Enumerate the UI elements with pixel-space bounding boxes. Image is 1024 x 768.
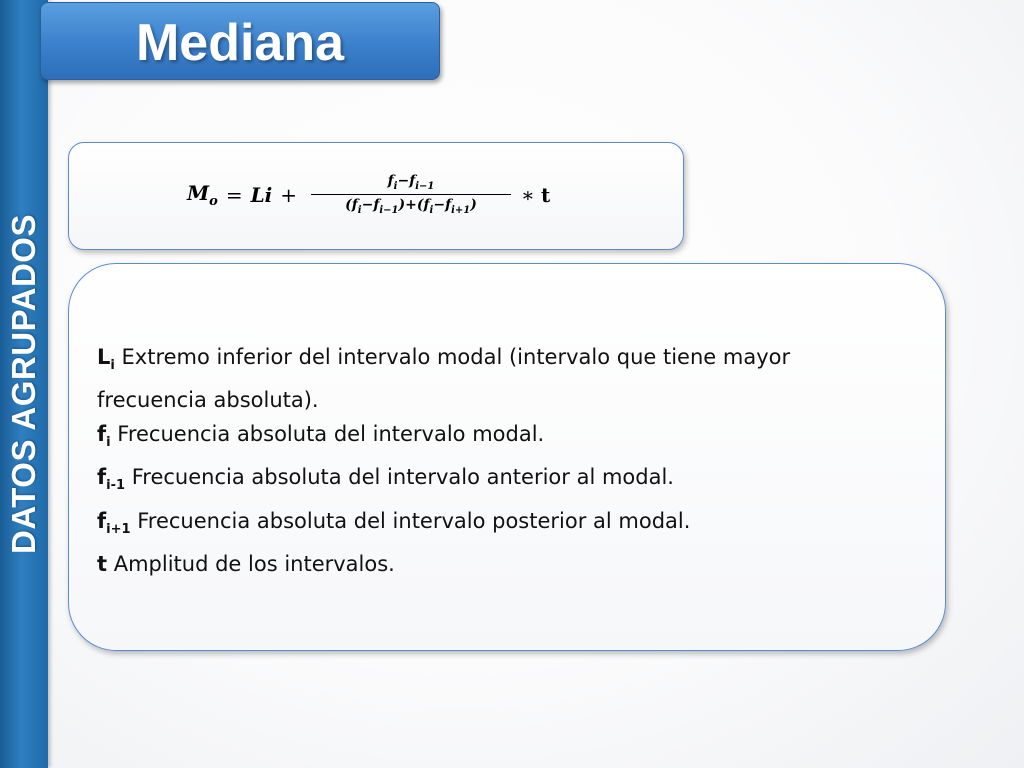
definition-t (97, 547, 897, 590)
definition-text: Frecuencia absoluta del intervalo anterior al modal. (125, 465, 674, 490)
definition-li (97, 340, 897, 417)
definitions-list (97, 340, 897, 590)
formula-plus: + (280, 182, 298, 207)
definitions-box (68, 263, 946, 651)
formula-li: Li (250, 182, 273, 207)
left-sidebar-bar (0, 0, 48, 768)
formula-equals: = (225, 182, 243, 207)
mode-formula (187, 173, 550, 216)
formula-fraction (311, 173, 511, 216)
definition-text: Frecuencia absoluta del intervalo posterior al modal. (130, 508, 691, 533)
title-banner (40, 2, 440, 80)
symbol-fi: $f_i$ (97, 422, 111, 451)
symbol-t: t (97, 551, 108, 576)
definition-fi (97, 417, 897, 460)
symbol-fi-minus-1: $f_{i-1}$ (97, 465, 126, 494)
definition-fi-plus-1 (97, 504, 897, 547)
symbol-fi-plus-1: $f_{i+1}$ (97, 508, 131, 537)
formula-numerator: $f_i-f_{i-1}$ (387, 173, 435, 192)
symbol-li: $L_i$ (97, 345, 115, 374)
formula-tail: ∗ t (521, 182, 551, 207)
formula-denominator: $(f_i-f_{i-1})+(f_i-f_{i+1})$ (345, 197, 477, 217)
slide-title: Mediana (135, 14, 345, 72)
definition-text: Frecuencia absoluta del intervalo modal. (110, 422, 545, 447)
formula-box (68, 142, 684, 250)
formula-lhs: $M_o$ (187, 180, 218, 209)
side-label: DATOS AGRUPADOS (5, 214, 42, 554)
definition-text: Extremo inferior del intervalo modal (intervalo que tiene mayor frecuencia absoluta). (97, 345, 791, 413)
definition-text: Amplitud de los intervalos. (107, 551, 395, 576)
definition-fi-minus-1 (97, 460, 897, 503)
